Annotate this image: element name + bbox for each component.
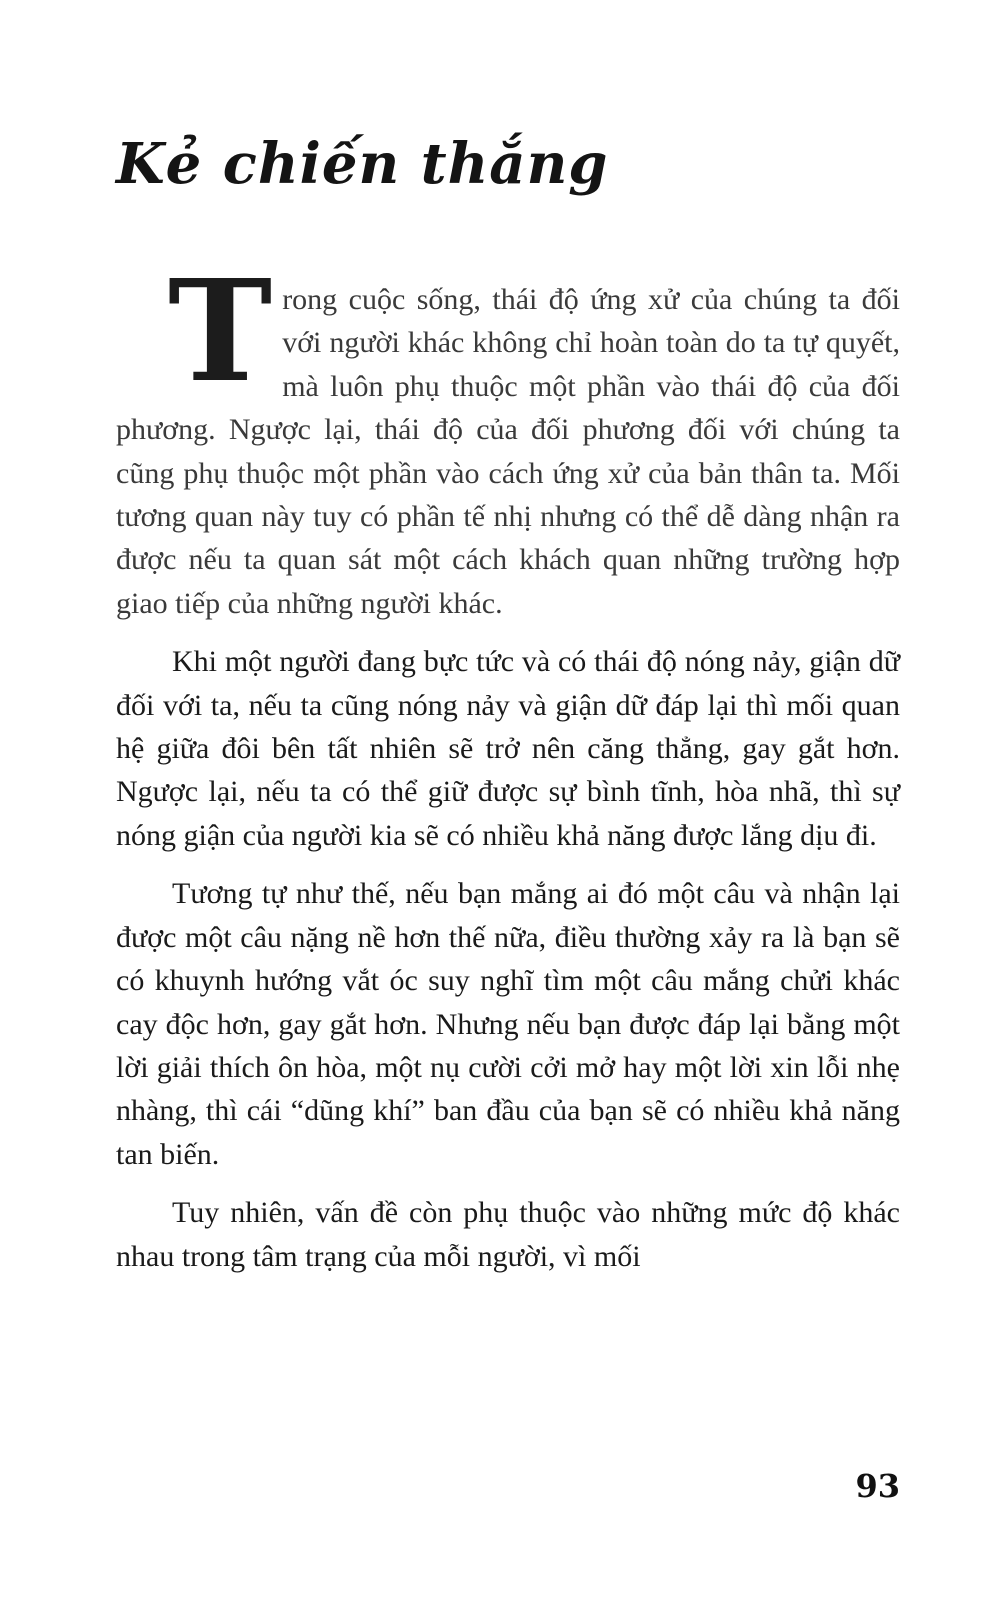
paragraph-3: Tương tự như thế, nếu bạn mắng ai đó một câu và nhận lại được một câu nặng nề hơn thế nữa, điều thường xảy ra là bạn sẽ có khuynh hướng vắt óc suy nghĩ tìm một câu mắng chửi khác cay độc hơn, gay gắt hơn. Nhưng nếu bạn được đáp lại bằng một lời giải thích ôn hòa, một nụ cười cởi mở hay một lời xin lỗi nhẹ nhàng, thì cái “dũng khí” ban đầu của bạn sẽ có nhiều khả năng tan biến. bbox=[116, 877, 900, 1171]
paragraph-4: Tuy nhiên, vấn đề còn phụ thuộc vào những mức độ khác nhau trong tâm trạng của mỗi người, vì mối bbox=[116, 1196, 900, 1273]
body-text bbox=[116, 250, 900, 1278]
page-number: 93 bbox=[855, 1467, 900, 1505]
chapter-title: Kẻ chiến thắng bbox=[116, 131, 609, 197]
drop-cap: T bbox=[168, 250, 273, 414]
paragraph-1 bbox=[116, 250, 900, 625]
paragraph-2: Khi một người đang bực tức và có thái độ nóng nảy, giận dữ đối với ta, nếu ta cũng nóng nảy và giận dữ đáp lại thì mối quan hệ giữa đôi bên tất nhiên sẽ trở nên căng thẳng, gay gắt hơn. Ngược lại, nếu ta có thể giữ được sự bình tĩnh, hòa nhã, thì sự nóng giận của người kia sẽ có nhiều khả năng được lắng dịu đi. bbox=[116, 645, 900, 852]
paragraph-1-text: rong cuộc sống, thái độ ứng xử của chúng ta đối với người khác không chỉ hoàn toàn do ta tự quyết, mà luôn phụ thuộc một phần vào thái độ của đối phương. Ngược lại, thái độ của đối phương đối với chúng ta cũng phụ thuộc một phần vào cách ứng xử của bản thân ta. Mối tương quan này tuy có phần tế nhị nhưng có thể dễ dàng nhận ra được nếu ta quan sát một cách khách quan những trường hợp giao tiếp của những người khác. bbox=[116, 283, 900, 620]
